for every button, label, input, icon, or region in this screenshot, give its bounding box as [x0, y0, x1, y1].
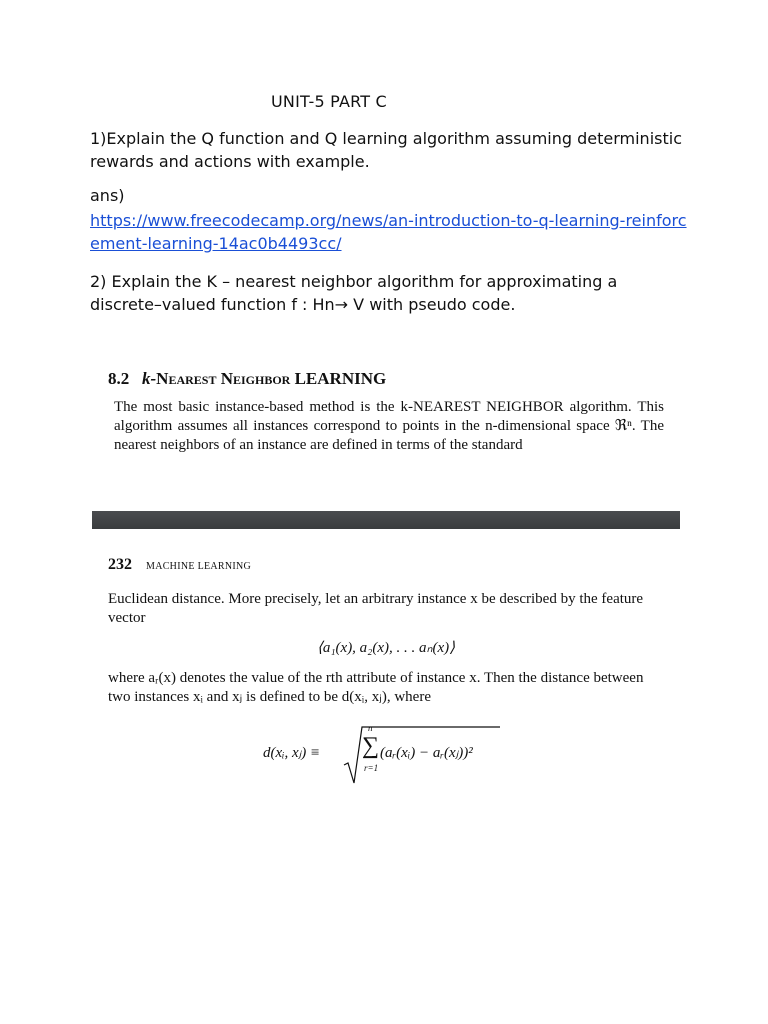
section-title-smallcaps: Nearest Neighbor [156, 369, 291, 388]
textbook-excerpt-2 [92, 556, 680, 806]
section-title-prefix: k- [142, 369, 157, 388]
section-heading [108, 369, 680, 389]
answer-label: ans) [90, 186, 125, 205]
running-head: MACHINE LEARNING [146, 561, 252, 572]
page-number: 232 [108, 556, 132, 573]
summation-symbol: ∑ [362, 733, 380, 759]
sum-upper-limit: n [368, 723, 373, 733]
distance-equation [92, 721, 680, 791]
sum-body: (aᵣ(xᵢ) − aᵣ(xⱼ))² [380, 745, 473, 761]
section-title-suffix: LEARNING [294, 369, 387, 388]
sum-lower-limit: r=1 [364, 763, 379, 773]
page-header [108, 556, 680, 574]
section-number: 8.2 [108, 369, 130, 388]
excerpt-2-paragraph-1: Euclidean distance. More precisely, let an arbitrary instance x be described by the feature vector [108, 591, 644, 626]
page-title: UNIT-5 PART C [271, 92, 387, 111]
question-1: 1)Explain the Q function and Q learning algorithm assuming deterministic rewards and actions with example. [90, 129, 682, 171]
question-2: 2) Explain the K – nearest neighbor algorithm for approximating a discrete–valued function f : Hn→ V with pseudo code. [90, 272, 618, 314]
equation-lhs: d(xᵢ, xⱼ) ≡ [263, 745, 321, 761]
excerpt-1-body: The most basic instance-based method is the k-NEAREST NEIGHBOR algorithm. This algorithm assumes all instances correspond to points in the n-dimensional space ℜⁿ. The nearest neighbors of an instance are defined in terms of the standard [114, 399, 664, 453]
feature-vector-equation: ⟨a₁(x), a₂(x), . . . aₙ(x)⟩ [316, 640, 456, 656]
textbook-excerpt-1 [92, 365, 680, 510]
answer-link[interactable]: https://www.freecodecamp.org/news/an-introduction-to-q-learning-reinforcement-learning-14ac0b4493cc/ [90, 211, 687, 253]
excerpt-2-paragraph-2: where aᵣ(x) denotes the value of the rth attribute of instance x. Then the distance between two instances xᵢ and xⱼ is defined to be d(xᵢ, xⱼ), where [108, 670, 644, 705]
scan-divider-bar [92, 511, 680, 529]
